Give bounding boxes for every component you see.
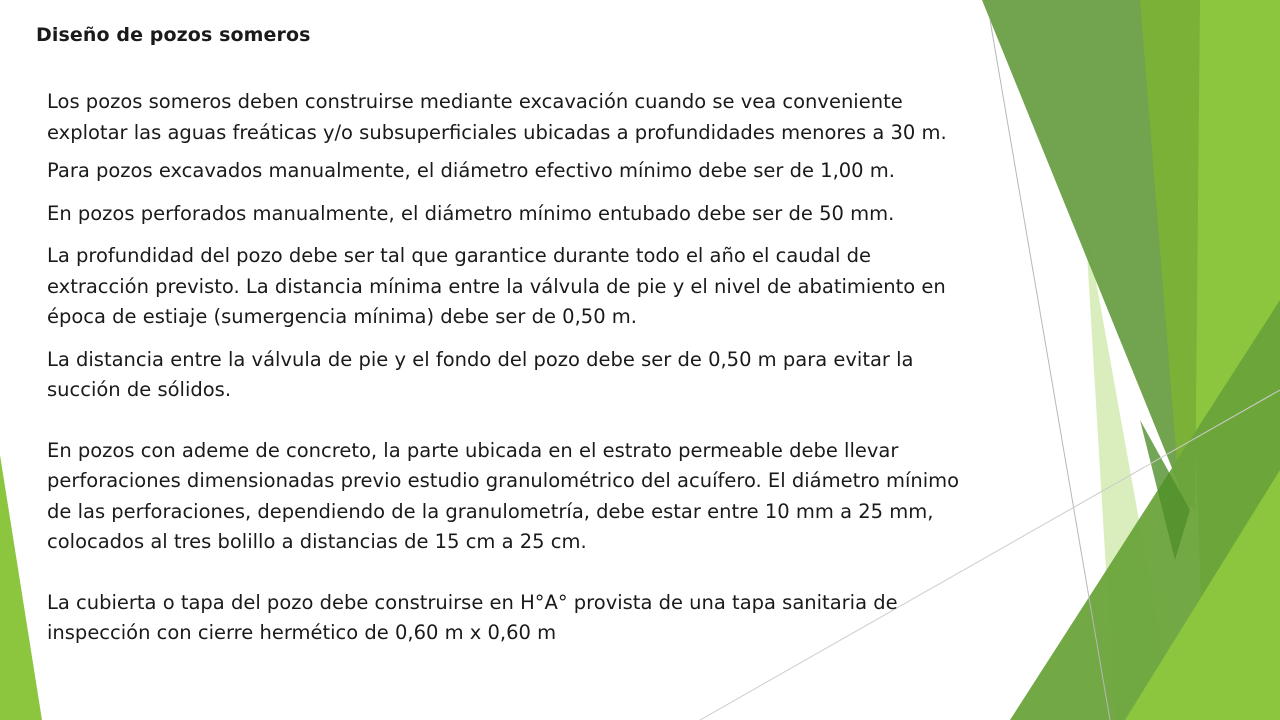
left-green-sliver [0,455,42,720]
paragraph-line: de las perforaciones, dependiendo de la granulometría, debe estar entre 10 mm a 25 mm, [47,499,934,523]
slide-title: Diseño de pozos someros [36,24,311,46]
paragraph-line: En pozos con ademe de concreto, la parte ubicada en el estrato permeable debe llevar [47,438,899,462]
paragraph-3 [47,199,1057,230]
paragraph-4 [47,241,1057,333]
slide-body [47,87,1057,649]
paragraph-line: En pozos perforados manualmente, el diámetro mínimo entubado debe ser de 50 mm. [47,201,895,225]
paragraph-line: succión de sólidos. [47,378,232,401]
paragraph-line: inspección con cierre hermético de 0,60 m x 0,60 m [47,621,557,644]
paragraph-5 [47,345,1057,406]
paragraph-line: extracción previsto. La distancia mínima entre la válvula de pie y el nivel de abatimiento en [47,274,946,298]
paragraph-line: perforaciones dimensionadas previo estudio granulométrico del acuífero. El diámetro mínimo [47,469,960,492]
paragraph-line: Los pozos someros deben construirse mediante excavación cuando se vea conveniente [47,90,903,113]
paragraph-line: colocados al tres bolillo a distancias de 15 cm a 25 cm. [47,530,587,553]
paragraph-line: explotar las aguas freáticas y/o subsuperficiales ubicadas a profundidades menores a 30 m. [47,120,947,144]
paragraph-line: época de estiaje (sumergencia mínima) debe ser de 0,50 m. [47,305,637,328]
paragraph-line: La distancia entre la válvula de pie y el fondo del pozo debe ser de 0,50 m para evitar la [47,347,914,371]
paragraph-7 [47,588,1057,649]
paragraph-2 [47,156,1057,187]
paragraph-1 [47,87,1057,148]
paragraph-line: La profundidad del pozo debe ser tal que garantice durante todo el año el caudal de [47,244,871,267]
paragraph-6 [47,436,1057,558]
paragraph-line: La cubierta o tapa del pozo debe construirse en H°A° provista de una tapa sanitaria de [47,590,898,614]
paragraph-line: Para pozos excavados manualmente, el diámetro efectivo mínimo debe ser de 1,00 m. [47,159,895,182]
